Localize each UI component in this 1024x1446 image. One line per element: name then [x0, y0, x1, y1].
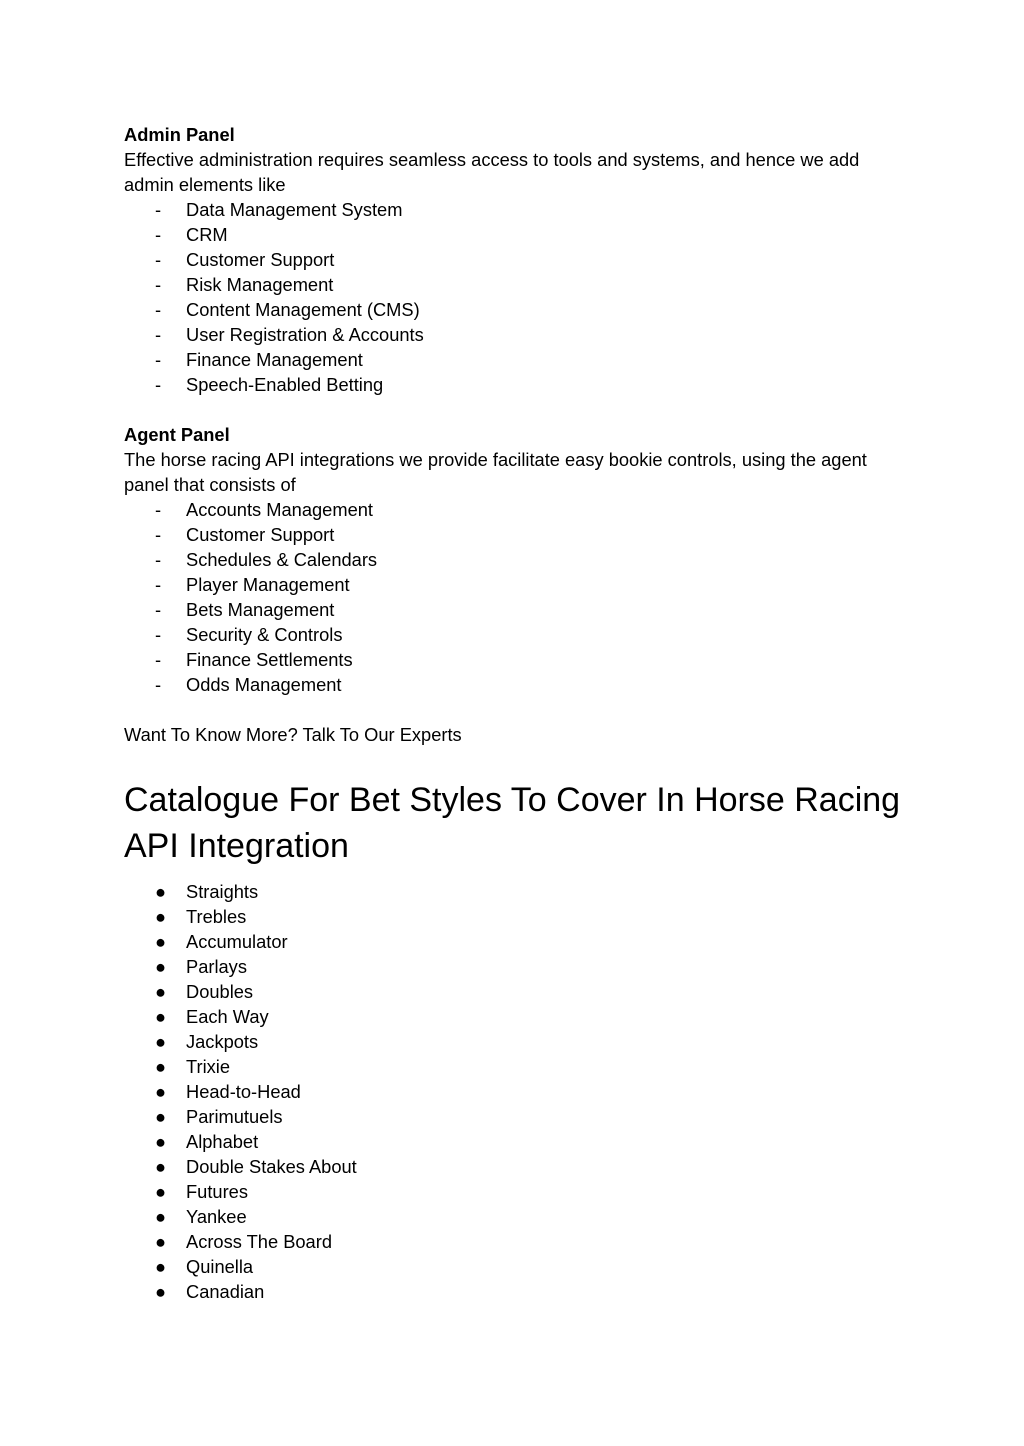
- list-marker: ●: [155, 1256, 167, 1277]
- list-marker: ●: [155, 1156, 167, 1177]
- list-marker: ●: [155, 1281, 167, 1302]
- catalogue-list-item: [124, 1179, 904, 1204]
- catalogue-list-item: [124, 1279, 904, 1304]
- list-item-label: Data Management System: [186, 199, 403, 220]
- list-item-label: Finance Settlements: [186, 649, 353, 670]
- agent-list-item: [124, 497, 904, 522]
- list-marker: -: [155, 524, 162, 545]
- admin-panel-list: [124, 197, 904, 397]
- list-marker: -: [155, 199, 162, 220]
- catalogue-list-item: [124, 1254, 904, 1279]
- list-marker: ●: [155, 1206, 167, 1227]
- agent-list-item: [124, 547, 904, 572]
- list-item-label: Finance Management: [186, 349, 363, 370]
- list-marker: -: [155, 674, 162, 695]
- catalogue-list-item: [124, 1104, 904, 1129]
- list-item-label: Security & Controls: [186, 624, 343, 645]
- catalogue-list-item: [124, 1129, 904, 1154]
- list-item-label: Doubles: [186, 981, 254, 1002]
- list-item-label: User Registration & Accounts: [186, 324, 424, 345]
- admin-list-item: [124, 197, 904, 222]
- list-marker: ●: [155, 1106, 167, 1127]
- catalogue-heading: Catalogue For Bet Styles To Cover In Horse Racing API Integration: [124, 781, 901, 865]
- admin-list-item: [124, 297, 904, 322]
- catalogue-list: [124, 879, 904, 1304]
- list-marker: ●: [155, 1006, 167, 1027]
- catalogue-list-item: [124, 1079, 904, 1104]
- list-marker: -: [155, 499, 162, 520]
- catalogue-list-item: [124, 1229, 904, 1254]
- list-item-label: Player Management: [186, 574, 350, 595]
- admin-list-item: [124, 322, 904, 347]
- list-item-label: Yankee: [186, 1206, 247, 1227]
- list-marker: ●: [155, 881, 167, 902]
- list-item-label: Trebles: [186, 906, 247, 927]
- spacer: [124, 397, 904, 422]
- spacer: [124, 869, 904, 879]
- catalogue-list-item: [124, 954, 904, 979]
- list-item-label: Bets Management: [186, 599, 335, 620]
- catalogue-list-item: [124, 904, 904, 929]
- admin-list-item: [124, 372, 904, 397]
- catalogue-list-item: [124, 1004, 904, 1029]
- list-marker: -: [155, 624, 162, 645]
- list-marker: ●: [155, 1081, 167, 1102]
- agent-list-item: [124, 647, 904, 672]
- catalogue-list-item: [124, 1029, 904, 1054]
- list-item-label: Head-to-Head: [186, 1081, 301, 1102]
- list-item-label: Straights: [186, 881, 259, 902]
- list-marker: ●: [155, 1131, 167, 1152]
- list-item-label: Alphabet: [186, 1131, 259, 1152]
- list-item-label: Jackpots: [186, 1031, 259, 1052]
- list-marker: ●: [155, 906, 167, 927]
- list-marker: -: [155, 299, 162, 320]
- list-marker: ●: [155, 1056, 167, 1077]
- agent-list-item: [124, 622, 904, 647]
- list-item-label: Content Management (CMS): [186, 299, 420, 320]
- list-item-label: Accumulator: [186, 931, 288, 952]
- list-item-label: Quinella: [186, 1256, 254, 1277]
- list-marker: -: [155, 374, 162, 395]
- admin-list-item: [124, 222, 904, 247]
- agent-list-item: [124, 572, 904, 597]
- catalogue-list-item: [124, 929, 904, 954]
- list-item-label: Double Stakes About: [186, 1156, 357, 1177]
- list-item-label: Parimutuels: [186, 1106, 283, 1127]
- catalogue-list-item: [124, 1154, 904, 1179]
- catalogue-list-item: [124, 979, 904, 1004]
- list-marker: -: [155, 549, 162, 570]
- catalogue-list-item: [124, 879, 904, 904]
- list-marker: ●: [155, 956, 167, 977]
- list-item-label: Across The Board: [186, 1231, 332, 1252]
- list-marker: ●: [155, 1031, 167, 1052]
- list-item-label: Risk Management: [186, 274, 334, 295]
- list-marker: -: [155, 349, 162, 370]
- agent-panel-intro: The horse racing API integrations we provide facilitate easy bookie controls, using the agent panel that consists of: [124, 449, 867, 495]
- list-marker: -: [155, 224, 162, 245]
- list-item-label: Odds Management: [186, 674, 342, 695]
- list-marker: ●: [155, 981, 167, 1002]
- catalogue-list-item: [124, 1054, 904, 1079]
- cta-text: Want To Know More? Talk To Our Experts: [124, 724, 462, 745]
- admin-list-item: [124, 347, 904, 372]
- list-item-label: Customer Support: [186, 524, 335, 545]
- list-marker: -: [155, 274, 162, 295]
- agent-panel-list: [124, 497, 904, 697]
- list-item-label: Parlays: [186, 956, 247, 977]
- agent-panel-title: Agent Panel: [124, 424, 230, 445]
- admin-panel-title: Admin Panel: [124, 124, 235, 145]
- list-marker: -: [155, 324, 162, 345]
- list-marker: ●: [155, 1231, 167, 1252]
- list-item-label: Speech-Enabled Betting: [186, 374, 384, 395]
- document-page: [124, 122, 904, 1304]
- spacer: [124, 697, 904, 722]
- agent-list-item: [124, 597, 904, 622]
- list-item-label: Trixie: [186, 1056, 231, 1077]
- list-marker: ●: [155, 1181, 167, 1202]
- list-marker: -: [155, 249, 162, 270]
- catalogue-list-item: [124, 1204, 904, 1229]
- list-item-label: Futures: [186, 1181, 248, 1202]
- list-marker: -: [155, 649, 162, 670]
- agent-list-item: [124, 672, 904, 697]
- list-item-label: Canadian: [186, 1281, 265, 1302]
- list-item-label: Customer Support: [186, 249, 335, 270]
- list-marker: ●: [155, 931, 167, 952]
- list-item-label: Each Way: [186, 1006, 269, 1027]
- list-marker: -: [155, 574, 162, 595]
- admin-panel-intro: Effective administration requires seamless access to tools and systems, and hence we add admin elements like: [124, 149, 860, 195]
- admin-list-item: [124, 247, 904, 272]
- list-item-label: CRM: [186, 224, 228, 245]
- agent-list-item: [124, 522, 904, 547]
- list-item-label: Accounts Management: [186, 499, 373, 520]
- admin-list-item: [124, 272, 904, 297]
- list-item-label: Schedules & Calendars: [186, 549, 378, 570]
- list-marker: -: [155, 599, 162, 620]
